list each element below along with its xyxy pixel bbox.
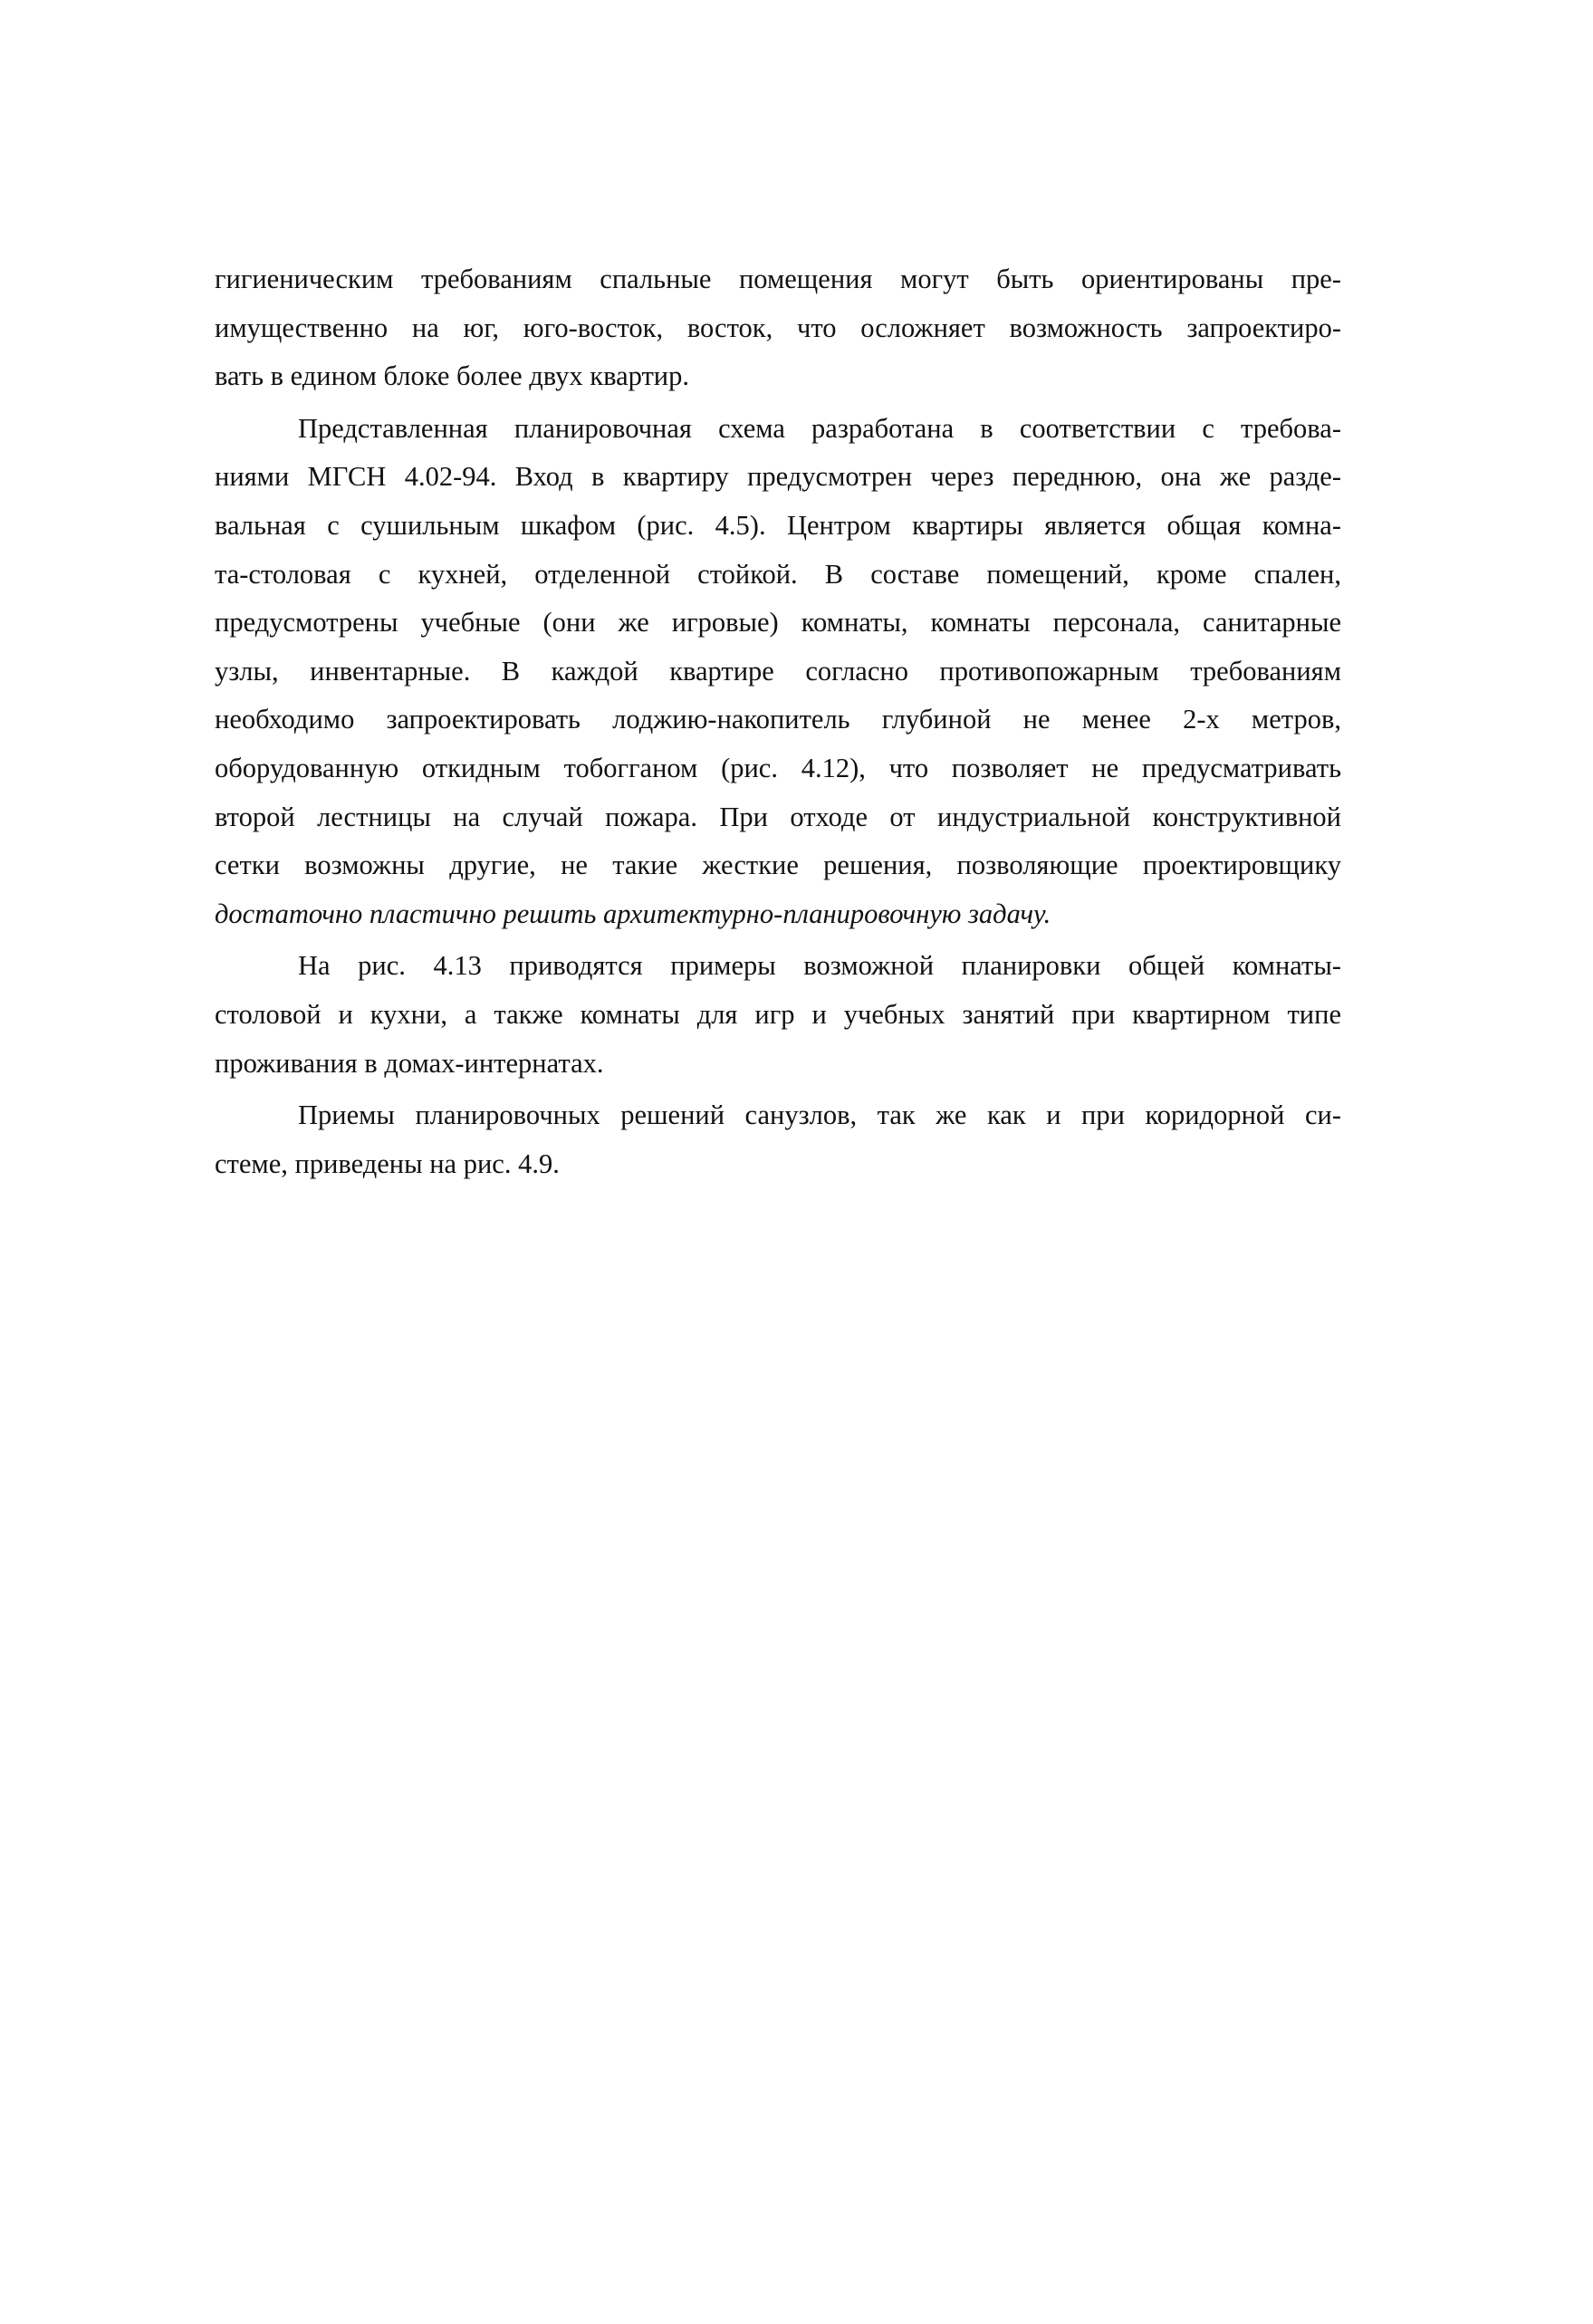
text-line: столовой и кухни, а также комнаты для игр и учебных занятий при квартирном типе xyxy=(215,998,1341,1030)
body-text xyxy=(215,255,1341,1188)
text-line: вать в едином блоке более двух квартир. xyxy=(215,360,689,392)
text-line: ниями МГСН 4.02-94. Вход в квартиру предусмотрен через переднюю, она же разде- xyxy=(215,461,1341,493)
text-line: Приемы планировочных решений санузлов, так же как и при коридорной си- xyxy=(298,1100,1341,1131)
text-line: гигиеническим требованиям спальные помещения могут быть ориентированы пре- xyxy=(215,264,1341,294)
text-line: второй лестницы на случай пожара. При отходе от индустриальной конструктивной xyxy=(215,801,1341,832)
paragraph-4 xyxy=(215,1091,1341,1188)
text-line: Представленная планировочная схема разработана в соответствии с требова- xyxy=(298,412,1341,444)
text-line: сетки возможны другие, не такие жесткие решения, позволяющие проектировщику xyxy=(215,850,1341,881)
text-line: На рис. 4.13 приводятся примеры возможной планировки общей комнаты- xyxy=(298,950,1341,982)
text-line: оборудованную откидным тобогганом (рис. 4.12), что позволяет не предусматривать xyxy=(215,752,1341,783)
text-line: необходимо запроектировать лоджию-накопитель глубиной не менее 2-х метров, xyxy=(215,704,1341,735)
text-line: предусмотрены учебные (они же игровые) комнаты, комнаты персонала, санитарные xyxy=(215,607,1341,639)
text-line: проживания в домах-интернатах. xyxy=(215,1047,604,1079)
text-line: вальная с сушильным шкафом (рис. 4.5). Центром квартиры является общая комна- xyxy=(215,509,1341,541)
text-line: узлы, инвентарные. В каждой квартире согласно противопожарным требованиям xyxy=(215,655,1341,687)
text-line: стеме, приведены на рис. 4.9. xyxy=(215,1148,560,1179)
paragraph-3 xyxy=(215,942,1341,1088)
paragraph-2 xyxy=(215,405,1341,939)
text-line: имущественно на юг, юго-восток, восток, что осложняет возможность запроектиро- xyxy=(215,312,1341,343)
text-line: достаточно пластично решить архитектурно-планировочную задачу. xyxy=(215,898,1051,929)
paragraph-1 xyxy=(215,255,1341,401)
text-line: та-столовая с кухней, отделенной стойкой. В составе помещений, кроме спален, xyxy=(215,558,1341,590)
